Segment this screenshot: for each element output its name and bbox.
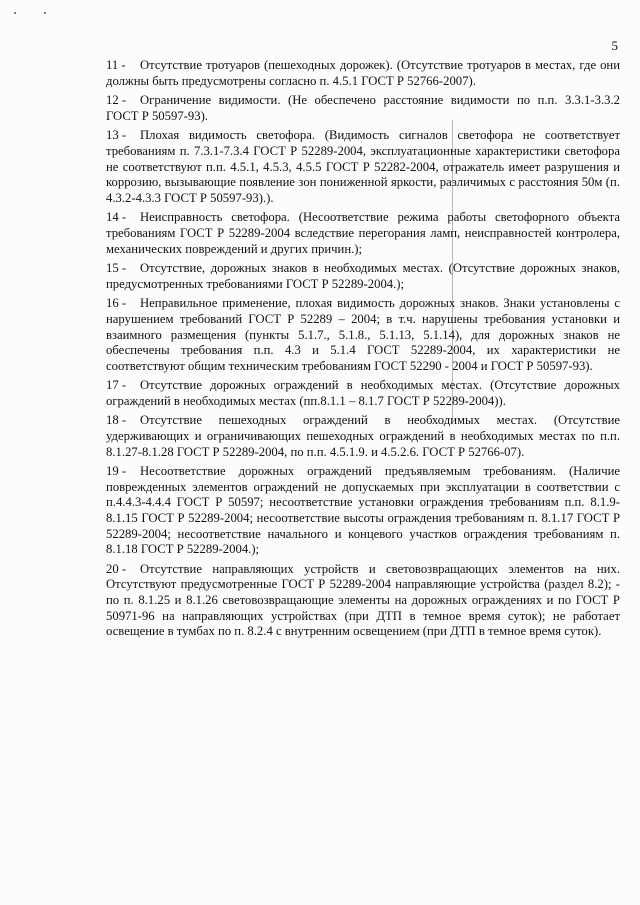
item-text: Неправильное применение, плохая видимость дорожных знаков. Знаки установлены с нарушением требований ГОСТ Р 52289 – 2004; в т.ч. нарушены требования установки и взаимного размещения (пункты 5.1.7., 5.1.8., 5.1.13, 5.1.14), для дорожных знаков не обеспечены требования п.п. 4.3 и 5.1.4 ГОСТ 52289-2004, их характеристики не соответствуют общим техническим требованиям ГОСТ 52290 - 2004 и ГОСТ Р 50597-93). xyxy=(106,296,620,373)
scan-speck xyxy=(14,12,16,14)
item-text: Несоответствие дорожных ограждений предъявляемым требованиям. (Наличие поврежденных элементов ограждений не допускаемых при эксплуатации в соответствии с п.4.4.3-4.4.4 ГОСТ Р 50597; несоответствие установки ограждения требованиям п.п. 8.1.9-8.1.15 ГОСТ Р 52289-2004; несоответствие высоты ограждения требованиям п. 8.1.17 ГОСТ Р 52289-2004; несоответствие начального и концевого участков ограждения требованиям п. 8.1.18 ГОСТ Р 52289-2004.); xyxy=(106,464,620,557)
item-number: 13 - xyxy=(106,128,127,143)
list-item xyxy=(106,562,620,640)
list-item xyxy=(106,464,620,558)
item-number: 16 - xyxy=(106,296,127,311)
numbered-list xyxy=(106,58,620,644)
list-item xyxy=(106,296,620,374)
item-number: 20 - xyxy=(106,561,127,576)
list-item xyxy=(106,58,620,89)
item-text: Плохая видимость светофора. (Видимость сигналов светофора не соответствует требованиям п. 7.3.1-7.3.4 ГОСТ Р 52289-2004, эксплуатационные характеристики светофора не соответствуют п.п. 4.5.1, 4.5.3, 4.5.5 ГОСТ Р 52282-2004, отражатель имеет разрушения и коррозию, вызывающие появление зон пониженной яркости, различимых с расстояния 50м (п. 4.3.2-4.3.3 ГОСТ Р 50597-93).). xyxy=(106,128,620,205)
item-number: 14 - xyxy=(106,210,127,225)
item-text: Отсутствие, дорожных знаков в необходимых местах. (Отсутствие дорожных знаков, предусмотренных требованиями ГОСТ Р 52289-2004.); xyxy=(106,261,620,291)
scan-speck xyxy=(44,12,46,14)
list-item xyxy=(106,378,620,409)
list-item xyxy=(106,93,620,124)
item-text: Отсутствие дорожных ограждений в необходимых местах. (Отсутствие дорожных ограждений в необходимых местах (пп.8.1.1 – 8.1.7 ГОСТ Р 52289-2004)). xyxy=(106,378,620,408)
item-text: Ограничение видимости. (Не обеспечено расстояние видимости по п.п. 3.3.1-3.3.2 ГОСТ Р 50597-93). xyxy=(106,93,620,123)
item-text: Отсутствие пешеходных ограждений в необходимых местах. (Отсутствие удерживающих и ограничивающих пешеходных ограждений в необходимых местах по п.п. 8.1.27-8.1.28 ГОСТ Р 52289-2004, по п.п. 4.5.1.9. и 4.5.2.6. ГОСТ Р 52766-07). xyxy=(106,413,620,459)
item-text: Неисправность светофора. (Несоответствие режима работы светофорного объекта требованиям ГОСТ Р 52289-2004 вследствие перегорания ламп, неисправностей контролера, механических повреждений и других причин.); xyxy=(106,210,620,256)
item-number: 11 - xyxy=(106,58,126,72)
item-text: Отсутствие тротуаров (пешеходных дорожек). (Отсутствие тротуаров в местах, где они должны быть предусмотрены согласно п. 4.5.1 ГОСТ Р 52766-2007). xyxy=(106,58,620,88)
item-number: 15 - xyxy=(106,261,127,276)
list-item xyxy=(106,210,620,257)
item-number: 12 - xyxy=(106,93,127,108)
item-number: 19 - xyxy=(106,464,127,479)
list-item xyxy=(106,413,620,460)
item-number: 17 - xyxy=(106,378,127,393)
list-item xyxy=(106,261,620,292)
list-item xyxy=(106,128,620,206)
item-text: Отсутствие направляющих устройств и световозвращающих элементов на них. Отсутствуют предусмотренные ГОСТ Р 52289-2004 направляющие устройства (раздел 8.2); - по п. 8.1.25 и 8.1.26 световозвращающие элементы на дорожных ограждениях и по ГОСТ Р 50971-96 на направляющих устройствах (при ДТП в темное время суток); не работает освещение в тумбах по п. 8.2.4 с внутренним освещением (при ДТП в темное время суток). xyxy=(106,561,620,639)
item-number: 18 - xyxy=(106,413,127,428)
page-number: 5 xyxy=(611,38,618,53)
